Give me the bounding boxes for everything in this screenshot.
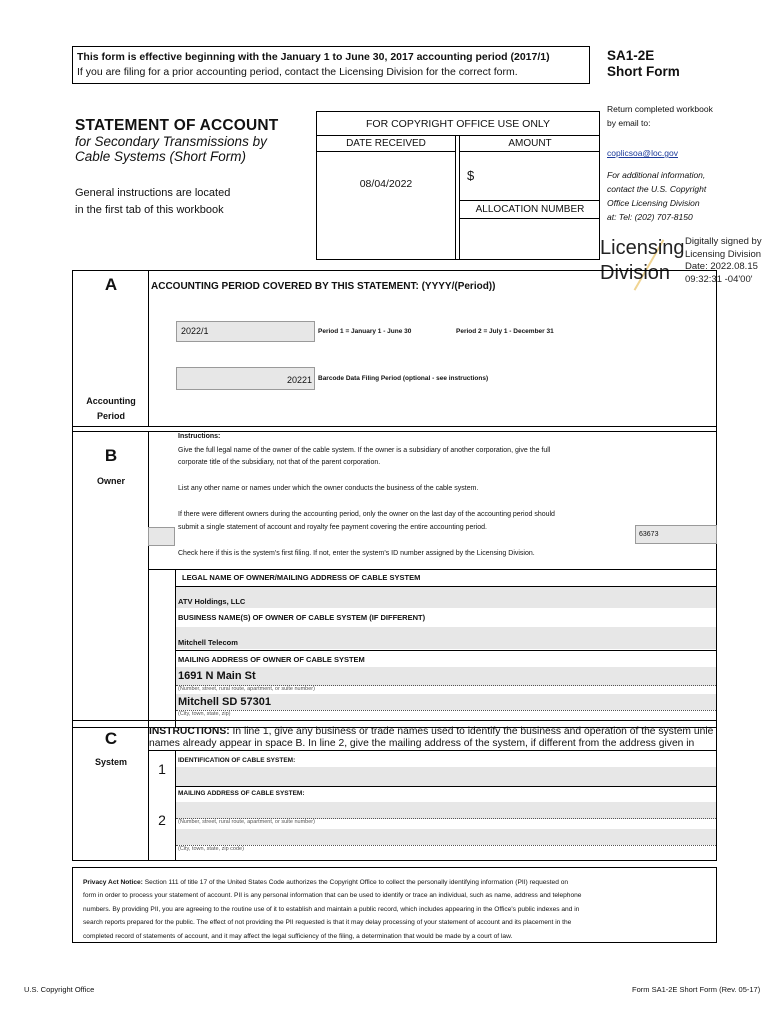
- section-c-instr-bold: INSTRUCTIONS:: [149, 726, 230, 737]
- form-id: [607, 48, 680, 80]
- system-street-hint: (Number, street, rural route, apartment, or suite number): [178, 819, 315, 825]
- general-instructions-note: [75, 185, 275, 219]
- accounting-period-input[interactable]: 2022/1: [176, 321, 315, 342]
- section-c-instructions: [149, 726, 716, 750]
- office-use-box: [316, 111, 600, 260]
- legal-name-field[interactable]: [176, 587, 716, 608]
- section-a-letter: A: [104, 275, 118, 294]
- sig-line2: Licensing Division: [685, 248, 762, 260]
- section-c-instr-b: names already appear in space B. In line 2, give the mailing address of the system, if different from the address given in: [149, 737, 695, 749]
- amount-label: AMOUNT: [460, 136, 600, 152]
- page-subtitle: [75, 134, 305, 164]
- allocation-number-label: ALLOCATION NUMBER: [460, 201, 600, 219]
- system-city-field[interactable]: [176, 829, 716, 845]
- date-received-value: 08/04/2022: [359, 178, 413, 190]
- privacy-line4: search reports prepared for the public. The effect of not providing the PII requested is that it may delay processing of your statement of account and its placement in the: [83, 919, 572, 927]
- period2-note: Period 2 = July 1 - December 31: [456, 328, 554, 335]
- system-id-input[interactable]: 63673: [635, 525, 717, 544]
- form-type: Short Form: [607, 64, 680, 79]
- first-filing-checkbox[interactable]: [148, 527, 175, 546]
- owner-street-hint: (Number, street, rural route, apartment, or suite number): [178, 686, 315, 692]
- instr-line1: Give the full legal name of the owner of the cable system. If the owner is a subsidiary of another corporation, give the full: [178, 447, 551, 454]
- sig-line4: 09:32:31 -04'00': [685, 273, 753, 285]
- signature-big1: Licensing: [600, 237, 685, 259]
- legal-name-value: ATV Holdings, LLC: [178, 597, 246, 606]
- privacy-line1: Section 111 of title 17 of the United States Code authorizes the Copyright Office to collect the personally identifying information (PII) requested on: [142, 879, 569, 886]
- privacy-line5: completed record of statements of account, and it may affect the legal sufficiency of the filing, a determination that would be made by a court of law.: [83, 932, 513, 940]
- owner-street-field[interactable]: [176, 667, 716, 686]
- instr-line2: corporate title of the subsidiary, not that of the parent corporation.: [178, 459, 381, 466]
- instr-line3: List any other name or names under which the owner conducts the business of the cable system.: [178, 485, 479, 492]
- instructions-title: Instructions:: [178, 433, 221, 440]
- section-c-label: [73, 755, 149, 770]
- business-name-value: Mitchell Telecom: [178, 638, 238, 647]
- amount-dollar: $: [467, 168, 475, 183]
- subtitle-line1: for Secondary Transmissions by: [75, 134, 267, 149]
- info-line1: For additional information,: [607, 170, 706, 180]
- instr-line5: submit a single statement of account and royalty fee payment covering the entire accounting period.: [178, 524, 487, 531]
- main-form-frame: [72, 270, 717, 861]
- instr-line4: If there were different owners during the accounting period, only the owner on the last day of the accounting period should: [178, 511, 555, 518]
- system-street-field[interactable]: [176, 802, 716, 819]
- gen-line2: in the first tab of this workbook: [75, 204, 224, 216]
- ident-label: IDENTIFICATION OF CABLE SYSTEM:: [178, 757, 296, 764]
- owner-city-value: Mitchell SD 57301: [178, 696, 271, 708]
- section-b-label: Owner: [96, 476, 125, 486]
- form-id-code: SA1-2E: [607, 48, 655, 63]
- section-c-letter: C: [104, 729, 118, 748]
- effective-notice: [72, 46, 590, 84]
- owner-street-value: 1691 N Main St: [178, 670, 256, 682]
- privacy-notice: [72, 867, 717, 943]
- info-line3: Office Licensing Division: [607, 198, 700, 208]
- section-c-instr-a: In line 1, give any business or trade names used to identify the business and operation of the system unle: [229, 726, 714, 737]
- owner-mailing-label: MAILING ADDRESS OF OWNER OF CABLE SYSTEM: [178, 655, 365, 664]
- line-2-number: 2: [158, 812, 166, 828]
- line-1-number: 1: [158, 761, 166, 777]
- section-a-heading: ACCOUNTING PERIOD COVERED BY THIS STATEMENT: (YYYY/(Period)): [151, 281, 496, 292]
- owner-city-hint: (City, town, state, zip): [178, 711, 231, 717]
- info-line4: at: Tel: (202) 707-8150: [607, 212, 693, 222]
- legal-name-label: LEGAL NAME OF OWNER/MAILING ADDRESS OF CABLE SYSTEM: [182, 573, 421, 582]
- section-a-label1: Accounting: [86, 396, 136, 406]
- info-line2: contact the U.S. Copyright: [607, 184, 707, 194]
- footer-form-rev: Form SA1-2E Short Form (Rev. 05-17): [632, 985, 761, 994]
- subtitle-line2: Cable Systems (Short Form): [75, 149, 247, 164]
- sig-line1: Digitally signed by: [685, 236, 762, 247]
- footer-office: U.S. Copyright Office: [24, 985, 95, 994]
- business-name-field[interactable]: [176, 627, 716, 649]
- privacy-line3: numbers. By providing PII, you are agreeing to the routine use of it to establish and maintain a public record, which includes appearing in the Office's public indexes and in: [83, 905, 580, 913]
- business-name-label: BUSINESS NAME(S) OF OWNER OF CABLE SYSTEM (IF DIFFERENT): [178, 613, 426, 622]
- system-city-hint: (City, town, state, zip code): [178, 846, 244, 852]
- privacy-line2: form in order to process your statement of account. PII is any personal information that can be used to identify or trace an individual, such as name, address and telephone: [83, 892, 582, 900]
- section-b-letter: B: [104, 446, 118, 465]
- barcode-label: Barcode Data Filing Period (optional - see instructions): [318, 375, 489, 382]
- signature-big2: Division: [600, 262, 671, 284]
- barcode-period-input[interactable]: 20221: [176, 367, 315, 390]
- ident-field[interactable]: [176, 767, 716, 786]
- period1-note: Period 1 = January 1 - June 30: [318, 328, 412, 335]
- return-line2: by email to:: [607, 118, 651, 128]
- office-use-heading: FOR COPYRIGHT OFFICE USE ONLY: [317, 112, 599, 136]
- privacy-title: Privacy Act Notice:: [83, 879, 143, 886]
- email-link[interactable]: coplicsoa@loc.gov: [607, 148, 678, 158]
- page-title: STATEMENT OF ACCOUNT: [75, 117, 279, 134]
- date-received-label: DATE RECEIVED: [317, 136, 455, 152]
- section-c-label-text: System: [94, 757, 128, 767]
- sig-line3: Date: 2022.08.15: [685, 261, 758, 272]
- return-line1: Return completed workbook: [607, 104, 713, 114]
- gen-line1: General instructions are located: [75, 187, 231, 199]
- effective-line: This form is effective beginning with the January 1 to June 30, 2017 accounting period (2017/1): [77, 51, 550, 63]
- section-a-label2: Period: [96, 411, 125, 421]
- system-mailing-label: MAILING ADDRESS OF CABLE SYSTEM:: [178, 790, 305, 797]
- instr-line6: Check here if this is the system's first filing. If not, enter the system's ID number assigned by the Licensing Division.: [178, 550, 535, 557]
- prior-period-line: If you are filing for a prior accounting period, contact the Licensing Division for the correct form.: [77, 66, 518, 78]
- contact-info: [607, 102, 737, 224]
